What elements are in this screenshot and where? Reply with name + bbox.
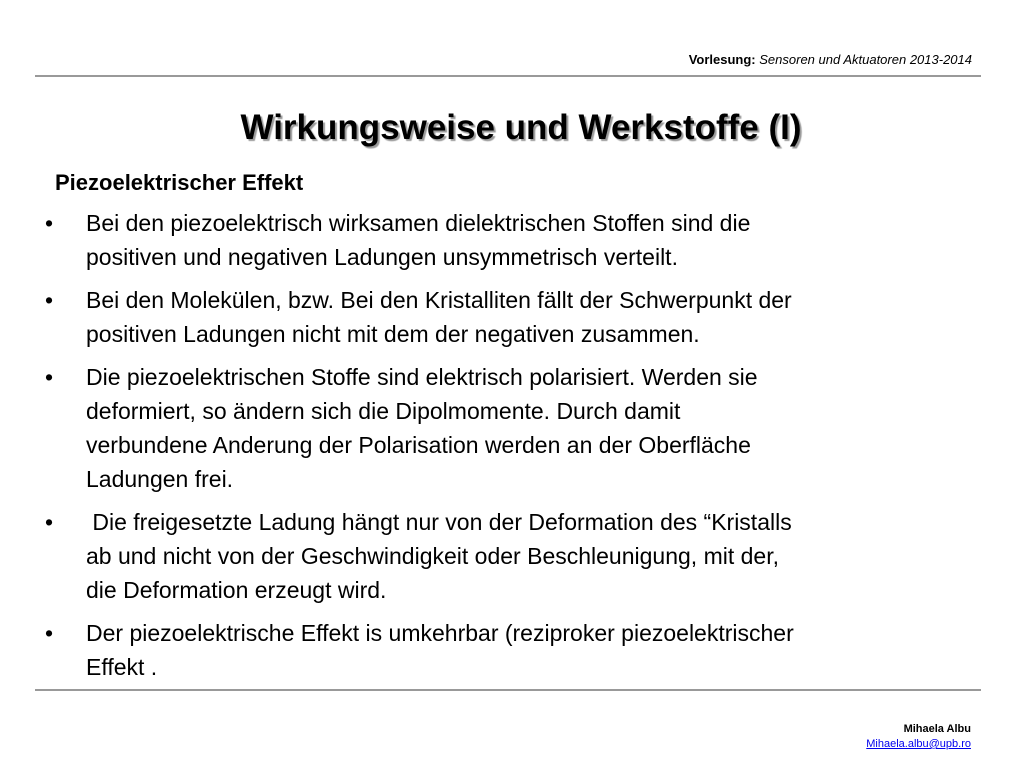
bullet-marker: •	[45, 620, 54, 646]
bullet-text-line: deformiert, so ändern sich die Dipolmomente. Durch damit	[86, 398, 681, 424]
bullet-item	[0, 206, 1000, 274]
bullet-marker: •	[45, 509, 54, 535]
lecture-label: Vorlesung:	[688, 52, 756, 67]
top-divider	[35, 75, 981, 77]
bullet-list	[0, 206, 1000, 693]
bullet-text-line: positiven und negativen Ladungen unsymmetrisch verteilt.	[86, 244, 678, 270]
bullet-text-line: Der piezoelektrische Effekt is umkehrbar (reziproker piezoelektrischer	[86, 620, 794, 646]
bullet-text-line: positiven Ladungen nicht mit dem der negativen zusammen.	[86, 321, 700, 347]
slide-subtitle: Piezoelektrischer Effekt	[55, 170, 304, 195]
bullet-text-line: Effekt .	[86, 654, 158, 680]
bullet-text-line: Ladungen frei.	[86, 466, 234, 492]
slide-title: Wirkungsweise und Werkstoffe (I)	[240, 108, 802, 147]
lecture-header	[689, 52, 972, 68]
bullet-text-line: Bei den Molekülen, bzw. Bei den Kristalliten fällt der Schwerpunkt der	[86, 287, 792, 313]
bullet-text-line: die Deformation erzeugt wird.	[86, 577, 387, 603]
bottom-divider	[35, 689, 981, 691]
bullet-marker: •	[45, 364, 54, 390]
bullet-item	[0, 360, 1000, 496]
author-name: Mihaela Albu	[903, 723, 971, 735]
bullet-marker: •	[45, 210, 54, 236]
bullet-marker: •	[45, 287, 54, 313]
bullet-text-line: ab und nicht von der Geschwindigkeit oder Beschleunigung, mit der,	[86, 543, 779, 569]
course-name: Sensoren und Aktuatoren 2013-2014	[759, 52, 972, 67]
author-email-link[interactable]: Mihaela.albu@upb.ro	[866, 738, 971, 750]
bullet-text-line: Bei den piezoelektrisch wirksamen dielektrischen Stoffen sind die	[86, 210, 751, 236]
bullet-text-line: Die freigesetzte Ladung hängt nur von der Deformation des “Kristalls	[86, 509, 792, 535]
bullet-item	[0, 616, 1000, 684]
bullet-item	[0, 505, 1000, 607]
bullet-item	[0, 283, 1000, 351]
footer	[866, 722, 971, 752]
bullet-text-line: verbundene Anderung der Polarisation werden an der Oberfläche	[86, 432, 751, 458]
bullet-text-line: Die piezoelektrischen Stoffe sind elektrisch polarisiert. Werden sie	[86, 364, 758, 390]
